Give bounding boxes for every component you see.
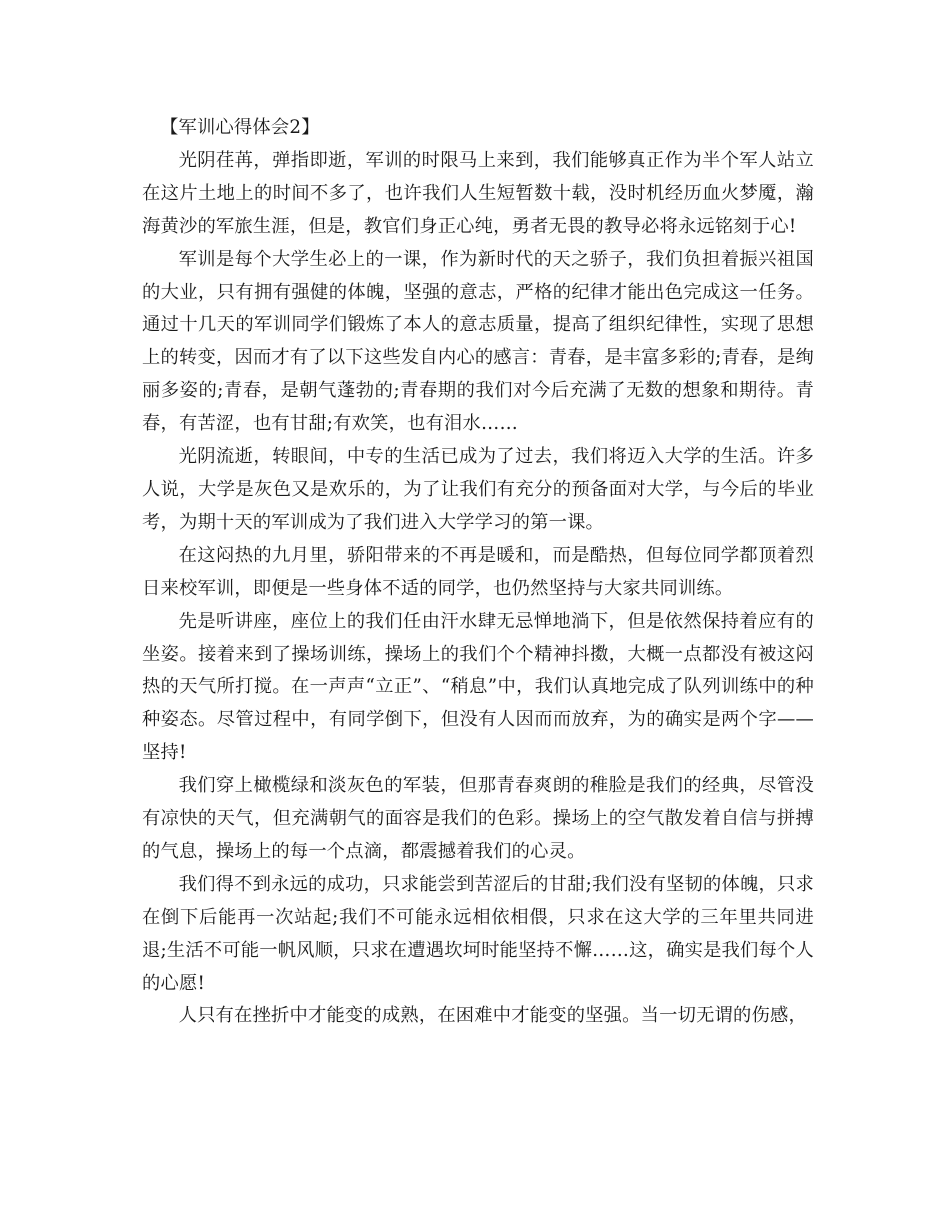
section-heading: 【军训心得体会2】 (160, 117, 320, 138)
paragraph-3: 光阴流逝，转眼间，中专的生活已成为了过去，我们将迈入大学的生活。许多人说，大学是灰色又是欢乐的，为了让我们有充分的预备面对大学，与今后的毕业考，为期十天的军训成为了我们进入大学学习的第一课。 (142, 446, 814, 533)
paragraph-6: 我们穿上橄榄绿和淡灰色的军装，但那青春爽朗的稚脸是我们的经典，尽管没有凉快的天气，但充满朝气的面容是我们的色彩。操场上的空气散发着自信与拼搏的气息，操场上的每一个点滴，都震撼着我们的心灵。 (142, 775, 814, 862)
paragraph-8: 人只有在挫折中才能变的成熟，在困难中才能变的坚强。当一切无谓的伤感， (178, 1005, 807, 1027)
paragraph-7: 我们得不到永远的成功，只求能尝到苦涩后的甘甜;我们没有坚韧的体魄，只求在倒下后能再一次站起;我们不可能永远相依相偎，只求在这大学的三年里共同进退;生活不可能一帆风顺，只求在遭遇坎坷时能坚持不懈……这，确实是我们每个人的心愿! (142, 873, 814, 994)
document-page (142, 112, 814, 1033)
paragraph-4: 在这闷热的九月里，骄阳带来的不再是暖和，而是酷热，但每位同学都顶着烈日来校军训，即便是一些身体不适的同学，也仍然坚持与大家共同训练。 (142, 544, 814, 599)
paragraph-1: 光阴荏苒，弹指即逝，军训的时限马上来到，我们能够真正作为半个军人站立在这片土地上的时间不多了，也许我们人生短暂数十载，没时机经历血火梦魇，瀚海黄沙的军旅生涯，但是，教官们身正心纯，勇者无畏的教导必将永远铭刻于心! (142, 149, 814, 237)
paragraph-2: 军训是每个大学生必上的一课，作为新时代的天之骄子，我们负担着振兴祖国的大业，只有拥有强健的体魄，坚强的意志，严格的纪律才能出色完成这一任务。通过十几天的军训同学们锻炼了本人的意志质量，提高了组织纪律性，实现了思想上的转变，因而才有了以下这些发自内心的感言：青春，是丰富多彩的;青春，是绚丽多姿的;青春，是朝气蓬勃的;青春期的我们对今后充满了无数的想象和期待。青春，有苦涩，也有甘甜;有欢笑，也有泪水…… (142, 248, 814, 435)
paragraph-5: 先是听讲座，座位上的我们任由汗水肆无忌惮地淌下，但是依然保持着应有的坐姿。接着来到了操场训练，操场上的我们个个精神抖擞，大概一点都没有被这闷热的天气所打搅。在一声声“立正”、“稍息”中，我们认真地完成了队列训练中的种种姿态。尽管过程中，有同学倒下，但没有人因而而放弃，为的确实是两个字——坚持! (142, 610, 814, 764)
